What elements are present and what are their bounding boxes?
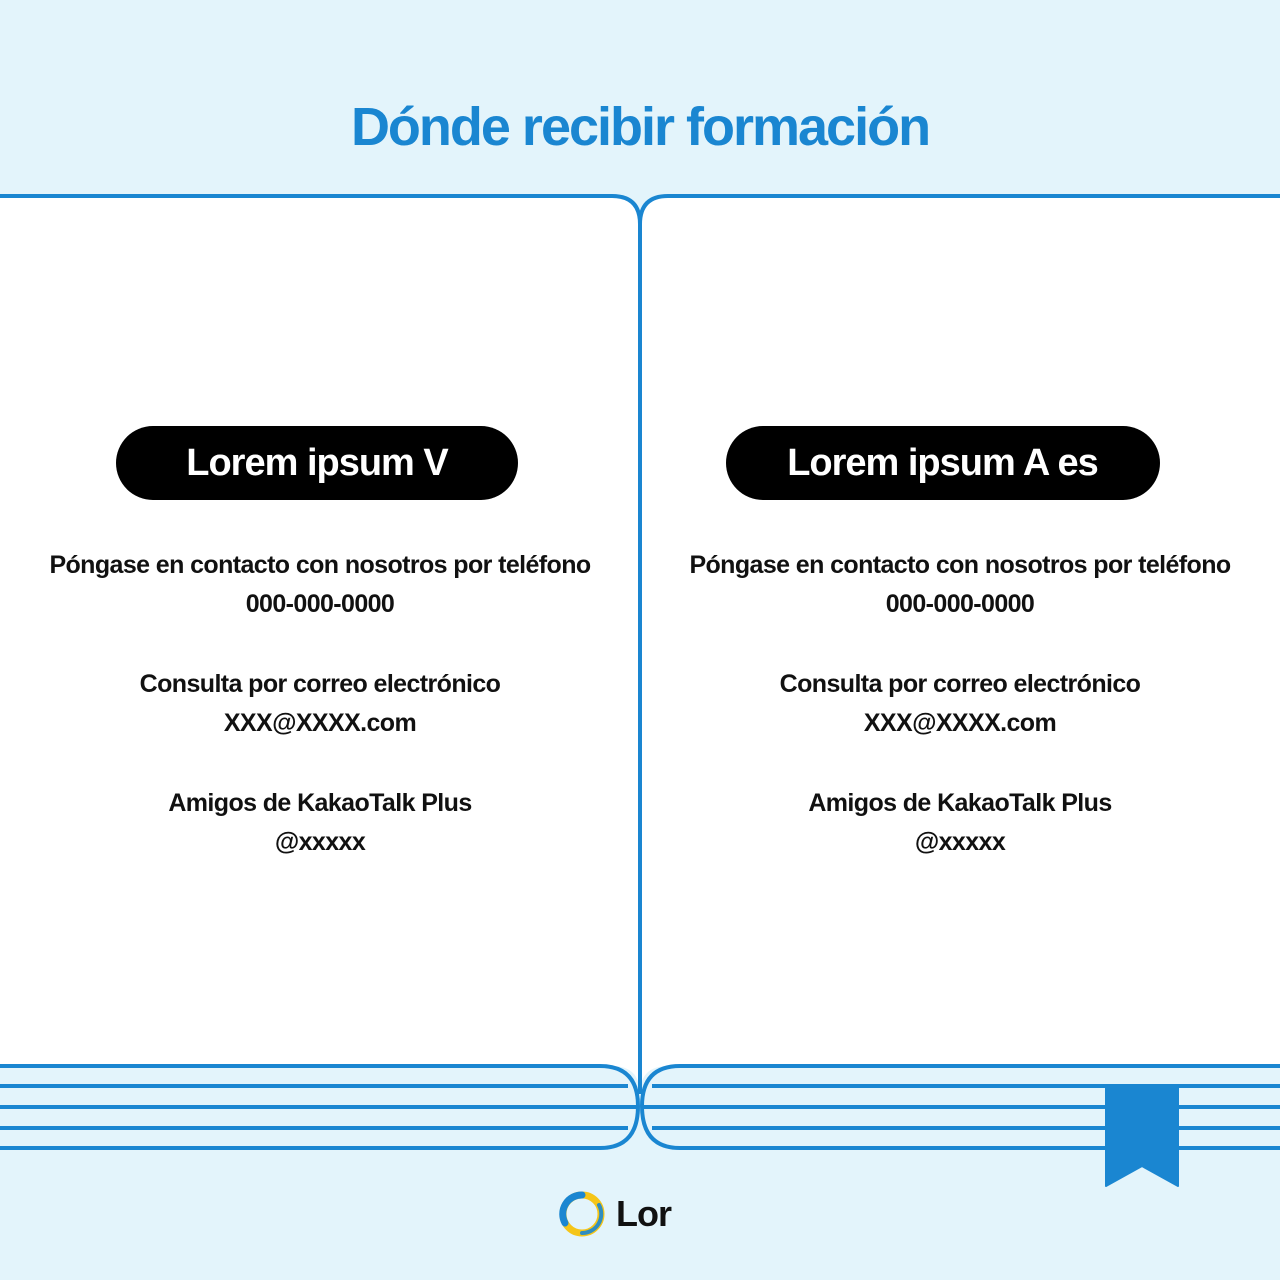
kakao-id: @xxxxx (914, 828, 1006, 856)
swirl-ring-icon (556, 1188, 608, 1240)
email-label: Consulta por correo electrónico (779, 670, 1141, 698)
phone-label: Póngase en contacto con nosotros por teléfono (689, 551, 1231, 579)
email-address: XXX@XXXX.com (863, 709, 1057, 737)
email-block (640, 665, 1280, 743)
phone-block (640, 546, 1280, 624)
contact-info-left (0, 546, 640, 862)
phone-label: Póngase en contacto con nosotros por teléfono (49, 551, 591, 579)
email-address: XXX@XXXX.com (223, 709, 417, 737)
page-title: Dónde recibir formación (350, 97, 930, 157)
kakao-block (640, 784, 1280, 862)
kakao-id: @xxxxx (274, 828, 366, 856)
contact-info-right (640, 546, 1280, 862)
brand-logo (556, 1186, 671, 1242)
bookmark-ribbon-icon (1106, 1088, 1178, 1186)
kakao-label: Amigos de KakaoTalk Plus (168, 789, 472, 817)
email-label: Consulta por correo electrónico (139, 670, 501, 698)
kakao-label: Amigos de KakaoTalk Plus (808, 789, 1112, 817)
email-block (0, 665, 640, 743)
left-panel (0, 426, 640, 903)
panel-heading-right: Lorem ipsum A es (726, 426, 1160, 500)
phone-number: 000-000-0000 (245, 590, 395, 618)
phone-number: 000-000-0000 (885, 590, 1035, 618)
right-panel (640, 426, 1280, 903)
kakao-block (0, 784, 640, 862)
logo-text: Lor (616, 1193, 671, 1234)
phone-block (0, 546, 640, 624)
panel-heading-left: Lorem ipsum V (116, 426, 518, 500)
